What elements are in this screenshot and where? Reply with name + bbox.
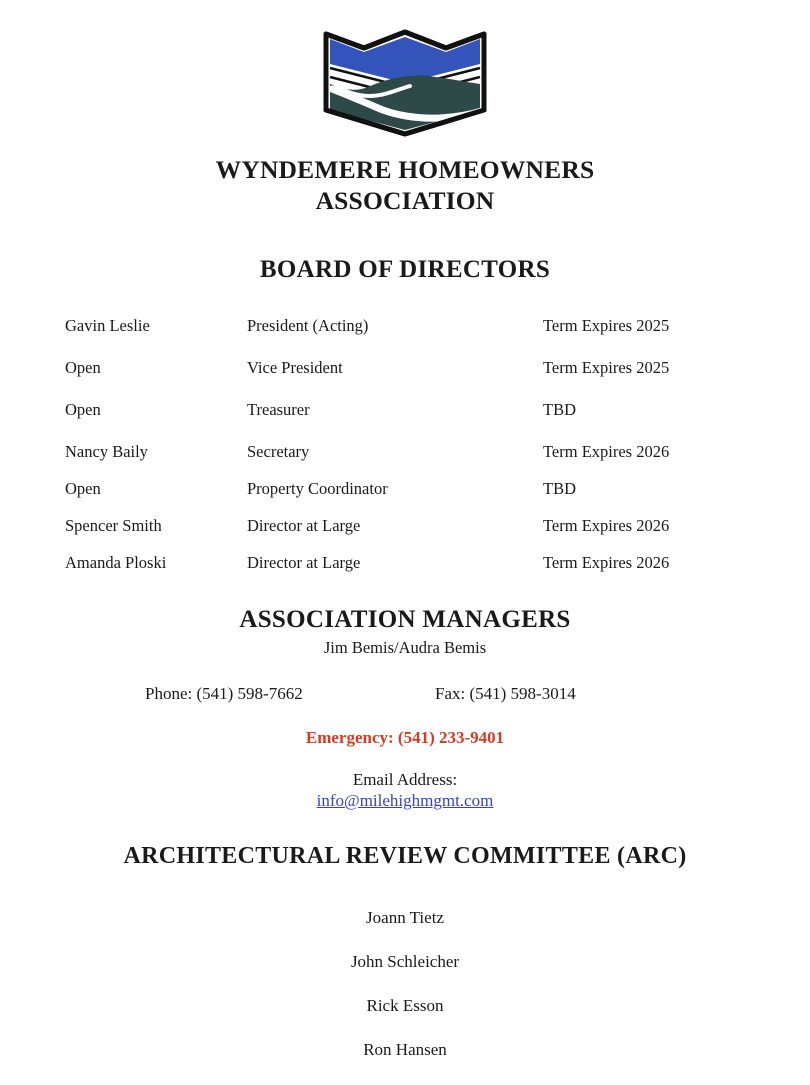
fax-number: Fax: (541) 598-3014: [435, 684, 576, 703]
board-member-role: Vice President: [247, 358, 343, 377]
board-member-name: Amanda Ploski: [65, 553, 167, 572]
table-row: [0, 553, 810, 590]
board-member-role: Property Coordinator: [247, 479, 388, 498]
board-member-term: Term Expires 2026: [543, 516, 670, 535]
emergency-phone-number: Emergency: (541) 233-9401: [305, 728, 505, 747]
table-row: [0, 479, 810, 516]
phone-number: Phone: (541) 598-7662: [145, 684, 303, 703]
table-row: [0, 516, 810, 553]
arc-heading: ARCHITECTURAL REVIEW COMMITTEE (ARC): [123, 843, 687, 869]
organization-title: [0, 154, 810, 216]
organization-title-line2: ASSOCIATION: [315, 186, 495, 215]
table-row: [0, 358, 810, 400]
board-member-term: Term Expires 2025: [543, 358, 670, 377]
table-row: [0, 316, 810, 358]
contact-row: [0, 684, 810, 704]
board-member-name: Spencer Smith: [65, 516, 162, 535]
association-manager-names: Jim Bemis/Audra Bemis: [323, 638, 487, 657]
board-of-directors-heading: BOARD OF DIRECTORS: [259, 256, 551, 283]
email-address-link[interactable]: info@milehighmgmt.com: [316, 791, 494, 810]
table-row: [0, 400, 810, 442]
list-item: John Schleicher: [350, 952, 460, 971]
board-member-term: Term Expires 2026: [543, 553, 670, 572]
logo-container: [0, 0, 810, 138]
email-address-label: Email Address:: [352, 770, 458, 789]
board-member-role: Treasurer: [247, 400, 310, 419]
list-item: Ron Hansen: [363, 1040, 447, 1059]
board-member-name: Open: [65, 400, 101, 419]
board-member-term: Term Expires 2026: [543, 442, 670, 461]
board-member-name: Gavin Leslie: [65, 316, 150, 335]
board-of-directors-table: [0, 316, 810, 590]
board-member-term: TBD: [543, 479, 576, 498]
table-row: [0, 442, 810, 479]
arc-member-list: [0, 896, 810, 1072]
list-item: Rick Esson: [366, 996, 444, 1015]
board-member-role: President (Acting): [247, 316, 369, 335]
board-member-role: Secretary: [247, 442, 310, 461]
wyndemere-shield-logo: [316, 26, 494, 138]
organization-title-line1: WYNDEMERE HOMEOWNERS: [215, 155, 595, 184]
board-member-name: Open: [65, 479, 101, 498]
board-member-role: Director at Large: [247, 553, 361, 572]
email-link-row: [0, 791, 810, 811]
board-member-name: Nancy Baily: [65, 442, 148, 461]
board-member-name: Open: [65, 358, 101, 377]
board-member-role: Director at Large: [247, 516, 361, 535]
board-member-term: TBD: [543, 400, 576, 419]
board-member-term: Term Expires 2025: [543, 316, 670, 335]
list-item: Joann Tietz: [366, 908, 444, 927]
association-managers-heading: ASSOCIATION MANAGERS: [239, 606, 571, 633]
